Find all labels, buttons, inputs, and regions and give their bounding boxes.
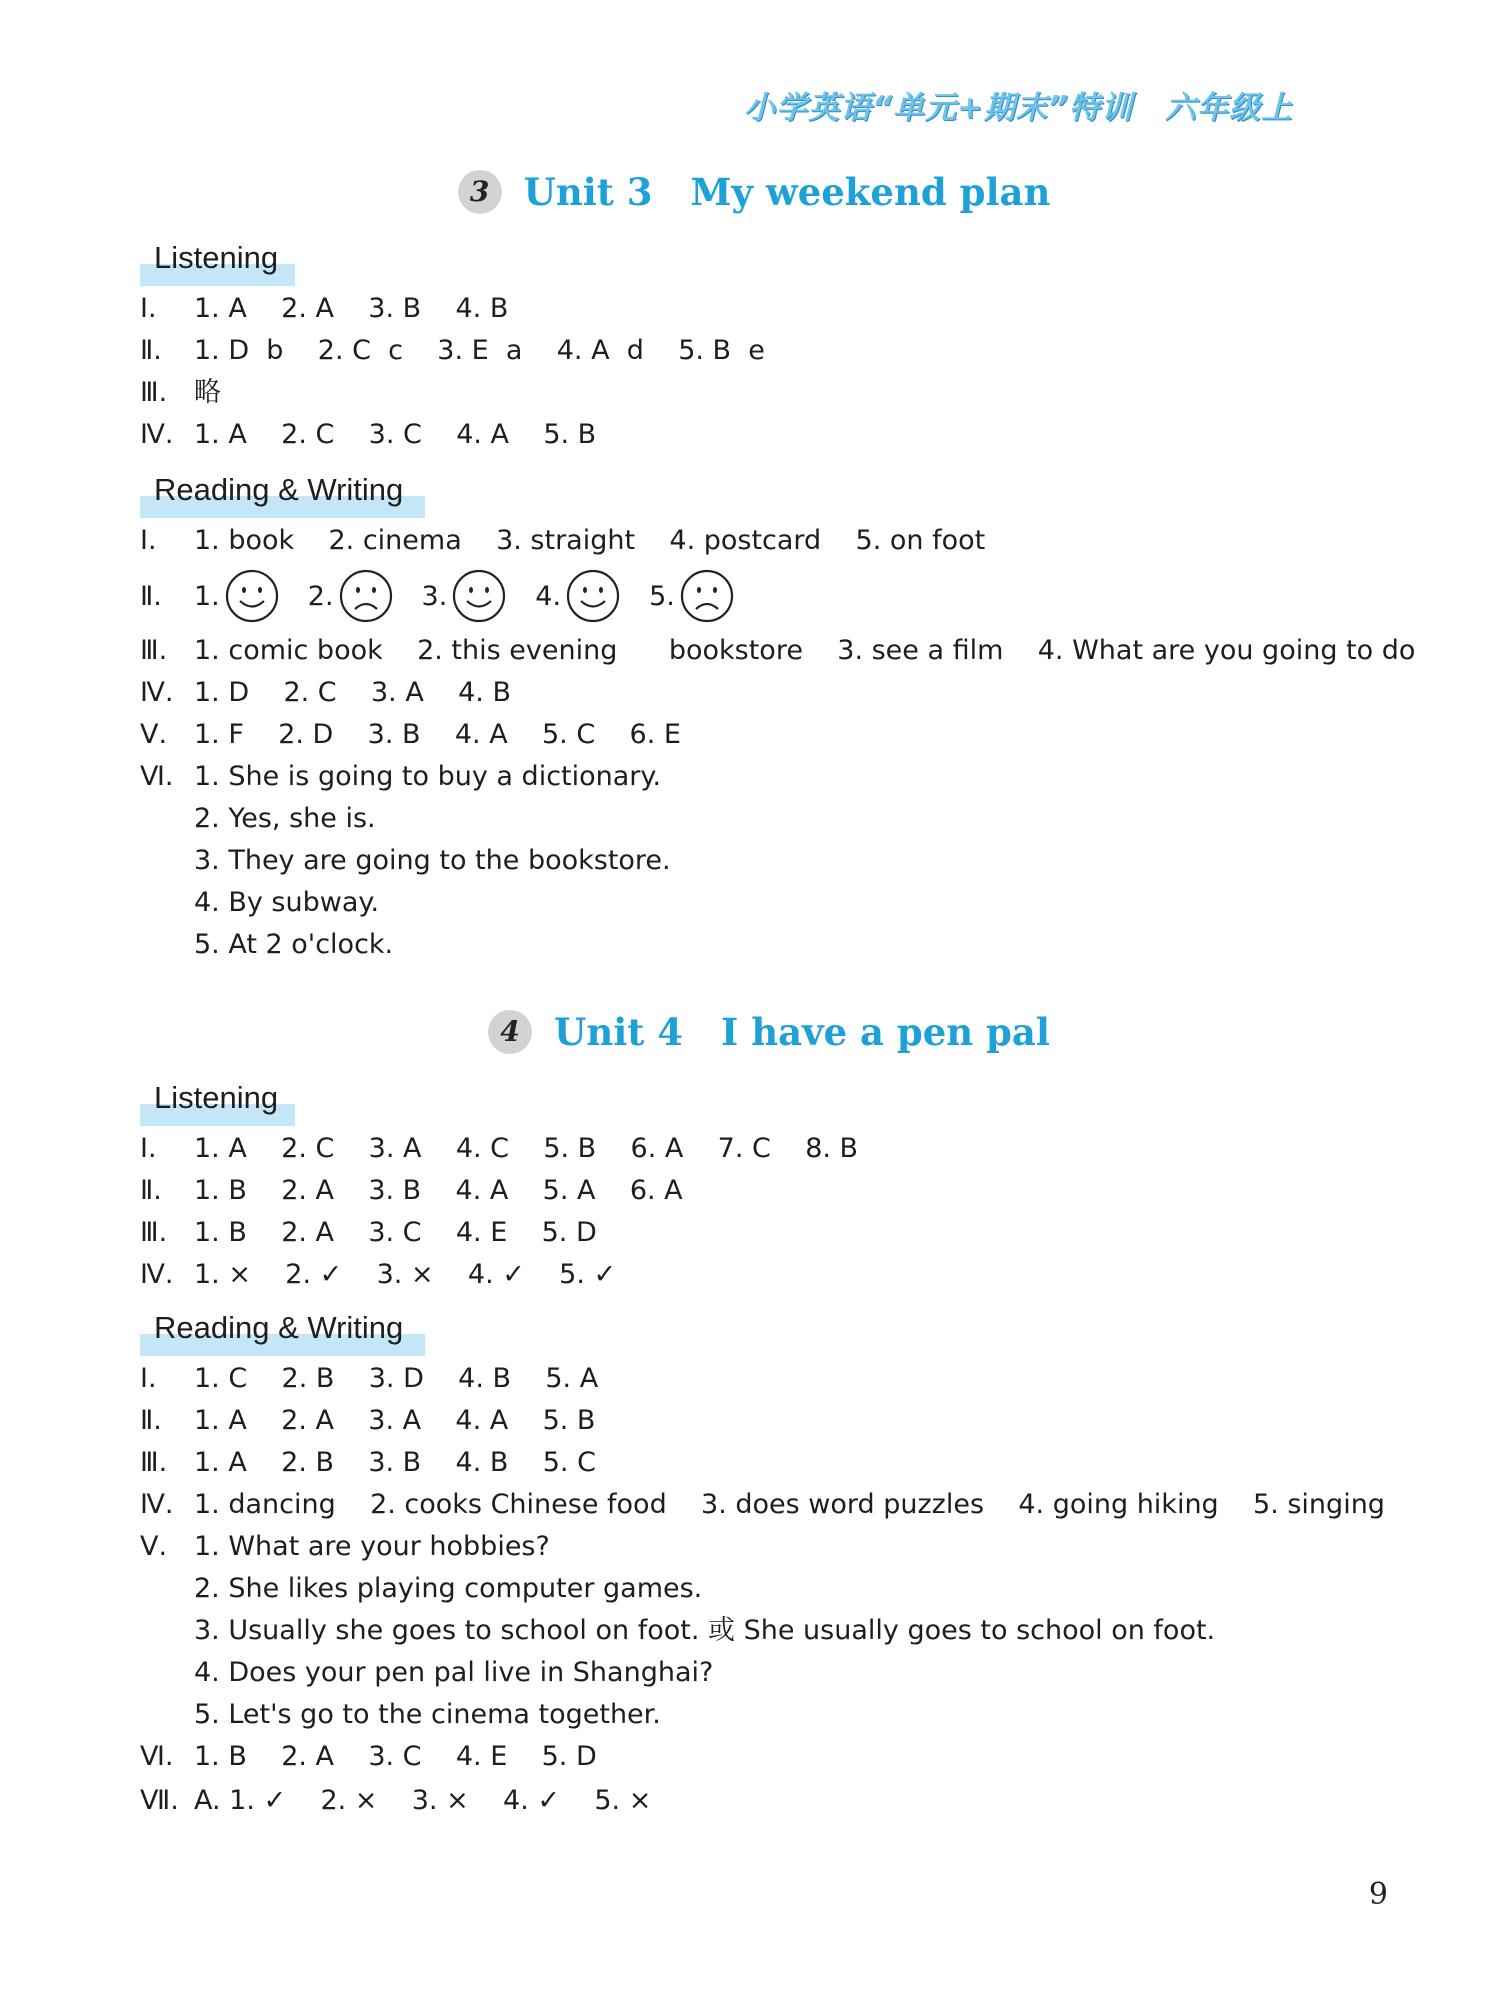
u4-listening-4: Ⅳ. 1. × 2. ✓ 3. × 4. ✓ 5. ✓ [140, 1259, 617, 1290]
u3-rw-5: Ⅴ. 1. F 2. D 3. B 4. A 5. C 6. E [140, 719, 681, 750]
u3-rw-6-5: 5. At 2 o'clock. [194, 929, 394, 960]
u3-listening-4: Ⅳ. 1. A 2. C 3. C 4. A 5. B [140, 419, 597, 450]
u4-rw-5-4: 4. Does your pen pal live in Shanghai? [194, 1657, 714, 1688]
unit-3-title [0, 170, 1508, 214]
unit-4-label: Unit 4 [554, 1010, 683, 1054]
unit-3-listening-heading: Listening [140, 250, 264, 276]
smile-icon [565, 568, 621, 624]
u4-rw-5-2: 2. She likes playing computer games. [194, 1573, 703, 1604]
u3-listening-1: Ⅰ. 1. A 2. A 3. B 4. B [140, 293, 509, 324]
u4-rw-2: Ⅱ. 1. A 2. A 3. A 4. A 5. B [140, 1405, 596, 1436]
unit-3-badge: 3 [458, 170, 502, 214]
u3-rw-6-2: 2. Yes, she is. [194, 803, 376, 834]
u4-listening-3: Ⅲ. 1. B 2. A 3. C 4. E 5. D [140, 1217, 597, 1248]
u4-listening-2: Ⅱ. 1. B 2. A 3. B 4. A 5. A 6. A [140, 1175, 683, 1206]
u3-rw-3: Ⅲ. 1. comic book 2. this evening bookstore 3. see a film 4. What are you going to do [140, 635, 1416, 666]
book-header: 小学英语“单元+期末”特训 六年级上 [744, 90, 1293, 126]
u4-rw-5-5: 5. Let's go to the cinema together. [194, 1699, 661, 1730]
page-number: 9 [1368, 1877, 1388, 1912]
u4-listening-1: Ⅰ. 1. A 2. C 3. A 4. C 5. B 6. A 7. C 8. B [140, 1133, 859, 1164]
u3-rw-6-4: 4. By subway. [194, 887, 380, 918]
u3-listening-2: Ⅱ. 1. D b 2. C c 3. E a 4. A d 5. B e [140, 335, 765, 366]
smile-icon [451, 568, 507, 624]
u4-rw-5: Ⅴ. 1. What are your hobbies? [140, 1531, 550, 1562]
face-item-5: 5. [649, 568, 735, 624]
u3-rw-6-3: 3. They are going to the bookstore. [194, 845, 671, 876]
u3-listening-3: Ⅲ. 略 [140, 377, 221, 408]
frown-icon [338, 568, 394, 624]
u3-rw-4: Ⅳ. 1. D 2. C 3. A 4. B [140, 677, 511, 708]
unit-4-title [0, 1010, 1508, 1054]
unit-3-label: Unit 3 [523, 170, 653, 214]
unit-4-listening-heading: Listening [140, 1090, 264, 1116]
smile-icon [224, 568, 280, 624]
u4-rw-7: Ⅶ. A. 1. ✓ 2. × 3. × 4. ✓ 5. × [140, 1785, 652, 1816]
u3-rw-2-faces: Ⅱ. 1. 2. 3. 4. 5. [140, 568, 763, 624]
u4-rw-3: Ⅲ. 1. A 2. B 3. B 4. B 5. C [140, 1447, 596, 1478]
u4-rw-5-3: 3. Usually she goes to school on foot. 或 She usually goes to school on foot. [194, 1615, 1216, 1646]
u4-rw-4: Ⅳ. 1. dancing 2. cooks Chinese food 3. does word puzzles 4. going hiking 5. singing [140, 1489, 1385, 1520]
face-item-1: 1. [194, 568, 280, 624]
u4-rw-1: Ⅰ. 1. C 2. B 3. D 4. B 5. A [140, 1363, 599, 1394]
u3-rw-6: Ⅵ. 1. She is going to buy a dictionary. [140, 761, 662, 792]
frown-icon [679, 568, 735, 624]
face-item-4: 4. [535, 568, 621, 624]
unit-4-name: I have a pen pal [721, 1010, 1050, 1054]
u4-rw-6: Ⅵ. 1. B 2. A 3. C 4. E 5. D [140, 1741, 597, 1772]
face-item-3: 3. [422, 568, 508, 624]
unit-4-rw-heading: Reading & Writing [140, 1320, 389, 1346]
unit-3-name: My weekend plan [690, 170, 1051, 214]
u3-rw-1: Ⅰ. 1. book 2. cinema 3. straight 4. postcard 5. on foot [140, 525, 986, 556]
face-item-2: 2. [308, 568, 394, 624]
unit-3-rw-heading: Reading & Writing [140, 482, 389, 508]
unit-4-badge: 4 [488, 1010, 532, 1054]
